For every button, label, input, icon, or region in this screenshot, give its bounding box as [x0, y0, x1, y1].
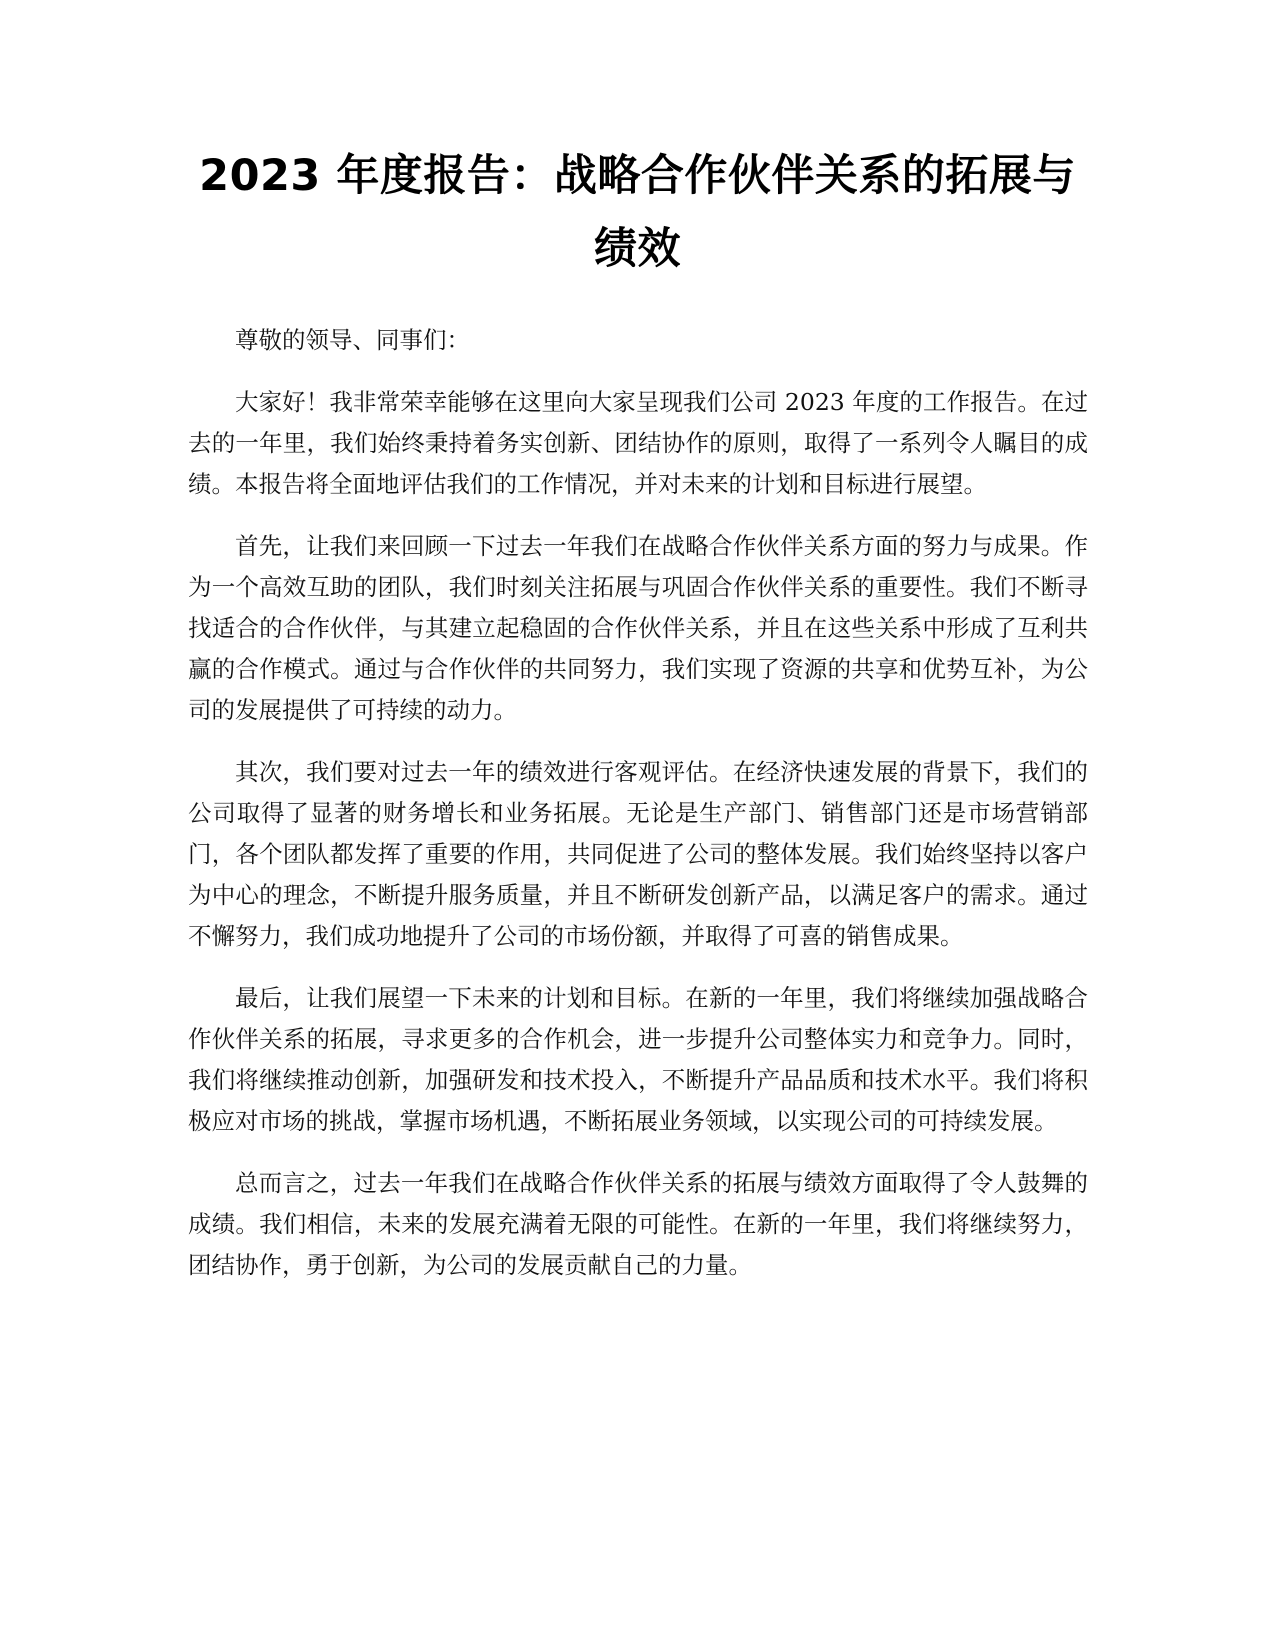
intro-paragraph: 大家好！我非常荣幸能够在这里向大家呈现我们公司 2023 年度的工作报告。在过去的一年里，我们始终秉持着务实创新、团结协作的原则，取得了一系列令人瞩目的成绩。本报告将全面地评估我们的工作情况，并对未来的计划和目标进行展望。: [188, 388, 1088, 498]
document-body: [188, 320, 1088, 1307]
conclusion-paragraph: 总而言之，过去一年我们在战略合作伙伴关系的拓展与绩效方面取得了令人鼓舞的成绩。我们相信，未来的发展充满着无限的可能性。在新的一年里，我们将继续努力，团结协作，勇于创新，为公司的发展贡献自己的力量。: [188, 1169, 1088, 1279]
future-plans-paragraph: 最后，让我们展望一下未来的计划和目标。在新的一年里，我们将继续加强战略合作伙伴关系的拓展，寻求更多的合作机会，进一步提升公司整体实力和竞争力。同时，我们将继续推动创新，加强研发和技术投入，不断提升产品品质和技术水平。我们将积极应对市场的挑战，掌握市场机遇，不断拓展业务领域，以实现公司的可持续发展。: [188, 984, 1088, 1135]
partnership-review-paragraph: 首先，让我们来回顾一下过去一年我们在战略合作伙伴关系方面的努力与成果。作为一个高效互助的团队，我们时刻关注拓展与巩固合作伙伴关系的重要性。我们不断寻找适合的合作伙伴，与其建立起稳固的合作伙伴关系，并且在这些关系中形成了互利共赢的合作模式。通过与合作伙伴的共同努力，我们实现了资源的共享和优势互补，为公司的发展提供了可持续的动力。: [188, 532, 1088, 724]
document-title: 2023 年度报告：战略合作伙伴关系的拓展与绩效: [199, 151, 1076, 274]
performance-evaluation-paragraph: 其次，我们要对过去一年的绩效进行客观评估。在经济快速发展的背景下，我们的公司取得了显著的财务增长和业务拓展。无论是生产部门、销售部门还是市场营销部门，各个团队都发挥了重要的作用，共同促进了公司的整体发展。我们始终坚持以客户为中心的理念，不断提升服务质量，并且不断研发创新产品，以满足客户的需求。通过不懈努力，我们成功地提升了公司的市场份额，并取得了可喜的销售成果。: [188, 758, 1088, 950]
salutation-paragraph: 尊敬的领导、同事们：: [235, 326, 470, 354]
